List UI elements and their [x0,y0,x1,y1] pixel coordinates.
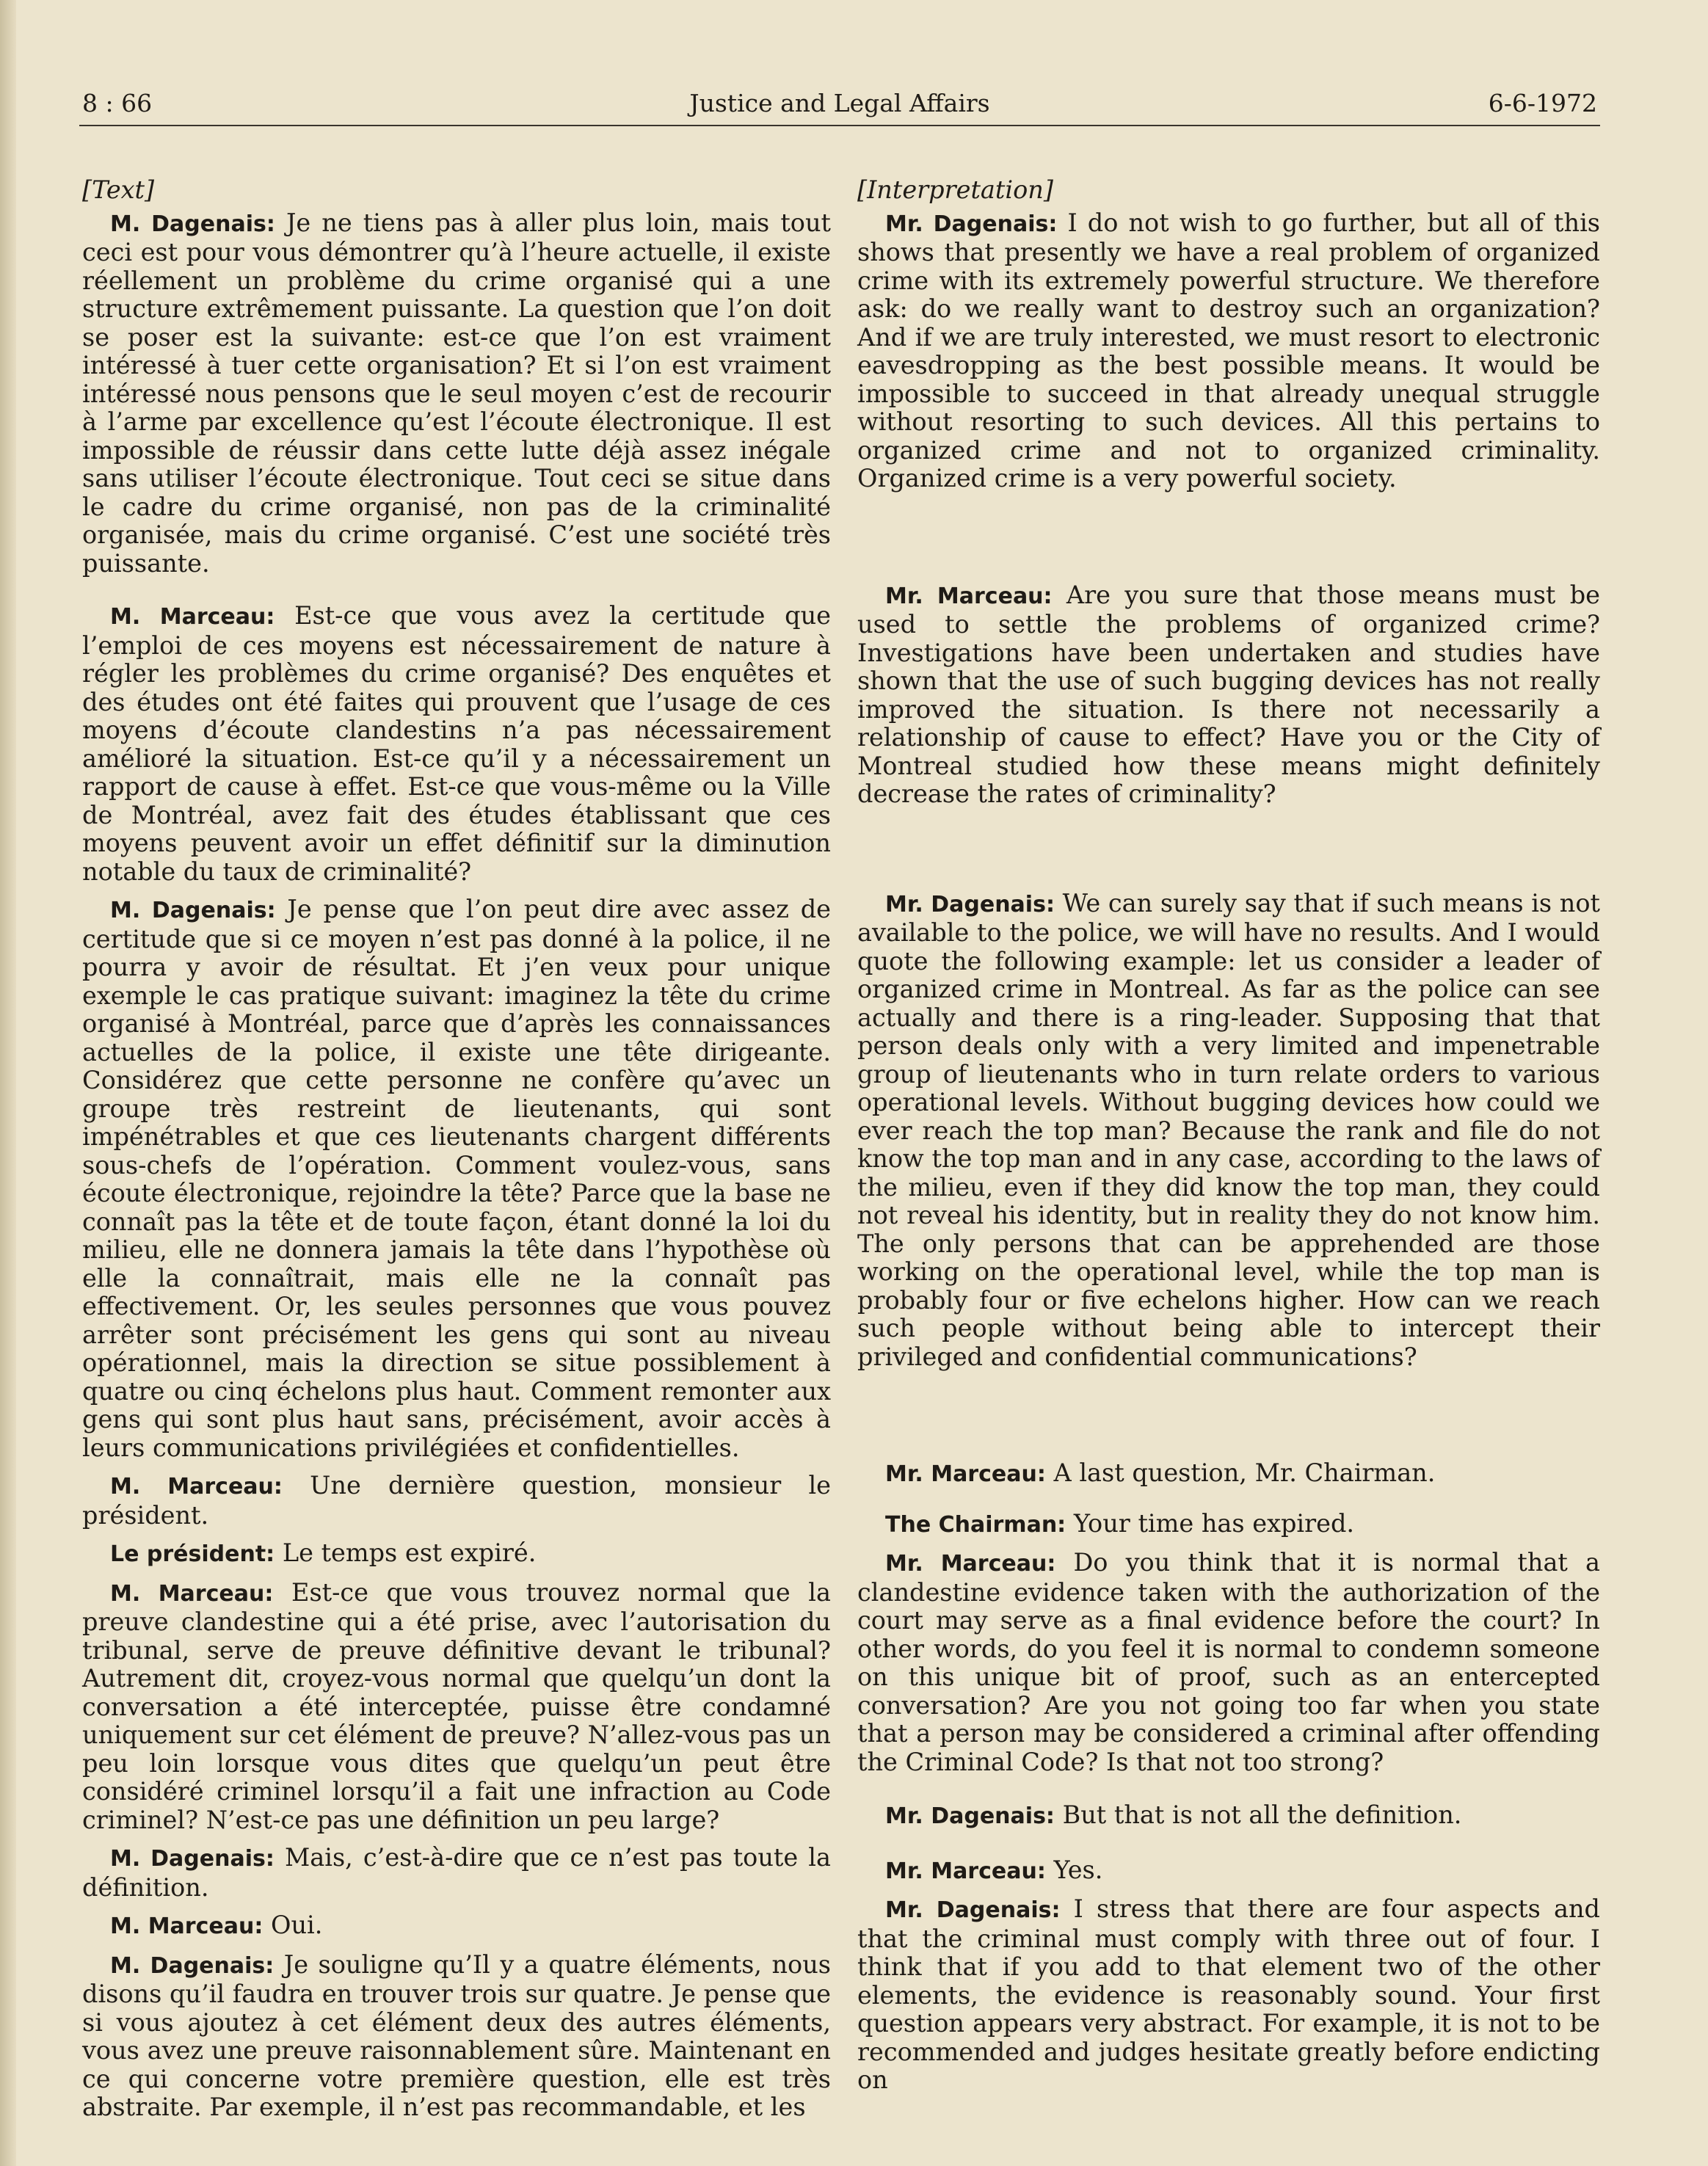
speech-text: Une dernière question, monsieur le président. [82,1471,831,1530]
speech-text: Est-ce que vous avez la certitude que l’emploi de ces moyens est nécessairement de nature à régler les problèmes du crime organisé? Des enquêtes et des études ont été faites qui prouvent que l’usage de ces moyens d’écoute clandestins n’a pas nécessairement amélioré la situation. Est-ce qu’il y a nécessairement un rapport de cause à effet. Est-ce que vous-même ou la Ville de Montréal, avez fait des études établissant que ces moyens peuvent avoir un effet définitif sur la diminution notable du taux de criminalité? [82,601,831,886]
speaker-name: Mr. Dagenais: [885,1897,1061,1923]
speaker-name: M. Dagenais: [110,211,275,237]
speaker-name: M. Marceau: [110,1580,274,1607]
speaker-name: Mr. Marceau: [885,583,1053,609]
running-title: Justice and Legal Affairs [689,89,990,117]
paragraph [82,895,831,1462]
paragraph [857,581,1600,809]
paragraph [857,1549,1600,1776]
paragraph [82,1472,831,1530]
left-column-french [82,176,831,2143]
speech-text: I do not wish to go further, but all of this shows that presently we have a real problem of organized crime with its extremely powerful structure. We therefore ask: do we really want to destroy such an organization? And if we are truly interested, we must resort to electronic eavesdropping as the best possible means. It would be impossible to succeed in that already unequal struggle without resorting to such devices. All this pertains to organized crime and not to organized criminality. Organized crime is a very powerful society. [857,208,1600,493]
speaker-name: M. Dagenais: [110,898,276,923]
paragraph [82,602,831,886]
page-spine-shadow [0,0,16,2166]
speech-text: Je ne tiens pas à aller plus loin, mais tout ceci est pour vous démontrer qu’à l’heure actuelle, il existe réellement un problème du crime organisé qui a une structure extrêmement puissante. La question que l’on doit se poser est la suivante: est-ce que l’on est vraiment intéressé à tuer cette organisation? Et si l’on est vraiment intéressé nous pensons que le seul moyen c’est de recourir à l’arme par excellence qu’est l’écoute électronique. Il est impossible de réussir dans cette lutte déjà assez inégale sans utiliser l’écoute électronique. Tout ceci se situe dans le cadre du crime organisé, non pas de la criminalité organisée, mais du crime organisé. C’est une société très puissante. [82,208,831,578]
speech-text: But that is not all the definition. [1062,1800,1462,1829]
speaker-name: The Chairman: [885,1511,1066,1538]
speech-text: A last question, Mr. Chairman. [1053,1458,1436,1487]
paragraph [857,1856,1600,1886]
paragraph [857,1459,1600,1489]
speaker-name: M. Dagenais: [110,1952,275,1979]
speech-text: Yes. [1053,1855,1103,1884]
column-label: [Interpretation] [857,175,1053,204]
speaker-name: Mr. Dagenais: [885,891,1055,917]
page-header [79,81,1600,126]
page-number: 8 : 66 [82,89,153,117]
speech-text: Mais, c’est-à-dire que ce n’est pas toute la définition. [82,1843,831,1902]
paragraph [857,890,1600,1372]
paragraph [82,1844,831,1902]
speaker-name: M. Marceau: [110,1914,264,1939]
speech-text: Do you think that it is normal that a clandestine evidence taken with the authorization of the court may serve as a final evidence before the court? In other words, do you feel it is normal to condemn someone on this unique bit of proof, such as an entercepted conversation? Are you not going too far when you state that a person may be considered a criminal after offending the Criminal Code? Is that not too strong? [857,1548,1600,1776]
speaker-name: M. Marceau: [110,604,275,630]
paragraph [857,1510,1600,1540]
speech-text: Your time has expired. [1073,1508,1355,1538]
paragraph [857,1895,1600,2095]
speaker-name: Mr. Dagenais: [885,211,1058,237]
speech-text: Oui. [270,1911,323,1939]
speaker-name: Mr. Marceau: [885,1551,1056,1577]
speaker-name: Mr. Marceau: [885,1461,1046,1487]
paragraph [857,209,1600,493]
page-date: 6-6-1972 [1488,89,1597,117]
paragraph [857,1801,1600,1831]
paragraph [82,1579,831,1835]
speech-text: We can surely say that if such means is not available to the police, we will have no results. And I would quote the following example: let us consider a leader of organized crime in Montreal. As far as the police can see actually and there is a ring-leader. Supposing that that person deals only with a very limited and impenetrable group of lieutenants who in turn relate orders to various operational levels. Without bugging devices how could we ever reach the top man? Because the rank and file do not know the top man and in any case, according to the laws of the milieu, even if they did know the top man, they could not reveal his identity, but in reality they do not know him. The only persons that can be apprehended are those working on the operational level, while the top man is probably four or five echelons higher. How can we reach such people without being able to intercept their privileged and confidential communications? [857,888,1600,1371]
speaker-name: Mr. Dagenais: [885,1803,1055,1829]
paragraph [82,1539,831,1569]
speech-text: Are you sure that those means must be used to settle the problems of organized crime? Investigations have been undertaken and studies have shown that the use of such bugging devices has not really improved the situation. Is there not necessarily a relationship of cause to effect? Have you or the City of Montreal studied how these means might definitely decrease the rates of criminality? [857,580,1600,808]
speech-text: Je souligne qu’Il y a quatre éléments, nous disons qu’il faudra en trouver trois sur quatre. Je pense que si vous ajoutez à cet élément deux des autres éléments, vous avez une preuve raisonnablement sûre. Maintenant en ce qui concerne votre première question, elle est très abstraite. Par exemple, il n’est pas recommandable, et les [82,1949,831,2121]
right-column-english [857,176,1600,2143]
speech-text: I stress that there are four aspects and that the criminal must comply with three out of four. I think that if you add to that element two of the other elements, the evidence is reasonably sound. Your first question appears very abstract. For example, it is not to be recommended and judges hesitate greatly before endicting on [857,1894,1600,2094]
speaker-name: Le président: [110,1541,275,1567]
speech-text: Je pense que l’on peut dire avec assez de certitude que si ce moyen n’est pas donné à la police, il ne pourra y avoir de résultat. Et j’en veux pour unique exemple le cas pratique suivant: imaginez la tête du crime organisé à Montréal, parce que d’après les connaissances actuelles de la police, il existe une tête dirigeante. Considérez que cette personne ne confère qu’avec un groupe très restreint de lieutenants, qui sont impénétrables et que ces lieutenants chargent différents sous-chefs de l’opération. Comment voulez-vous, sans écoute électronique, rejoindre la tête? Parce que la base ne connaît pas la tête et de toute façon, étant donné la loi du milieu, elle ne donnera jamais la tête dans l’hypothèse où elle la connaîtrait, mais elle ne la connaît pas effectivement. Or, les seules personnes que vous pouvez arrêter sont précisément les gens qui sont au niveau opérationnel, mais la direction se situe possiblement à quatre ou cinq échelons plus haut. Comment remonter aux gens qui sont plus haut sans, précisément, avoir accès à leurs communications privilégiées et confidentielles. [82,895,831,1462]
speech-text: Le temps est expiré. [282,1538,537,1567]
paragraph [82,1911,831,1941]
paragraph [82,209,831,578]
column-label: [Text] [82,175,155,204]
speaker-name: Mr. Marceau: [885,1858,1046,1884]
paragraph [82,1951,831,2122]
speaker-name: M. Marceau: [110,1474,283,1500]
speaker-name: M. Dagenais: [110,1846,275,1872]
speech-text: Est-ce que vous trouvez normal que la preuve clandestine qui a été prise, avec l’autorisation du tribunal, serve de preuve définitive devant le tribunal? Autrement dit, croyez-vous normal que quelqu’un dont la conversation a été interceptée, puisse être condamné uniquement sur cet élément de preuve? N’allez-vous pas un peu loin lorsque vous dites que quelqu’un peut être considéré criminel lorsqu’il a fait une infraction au Code criminel? N’est-ce pas une définition un peu large? [82,1577,831,1834]
